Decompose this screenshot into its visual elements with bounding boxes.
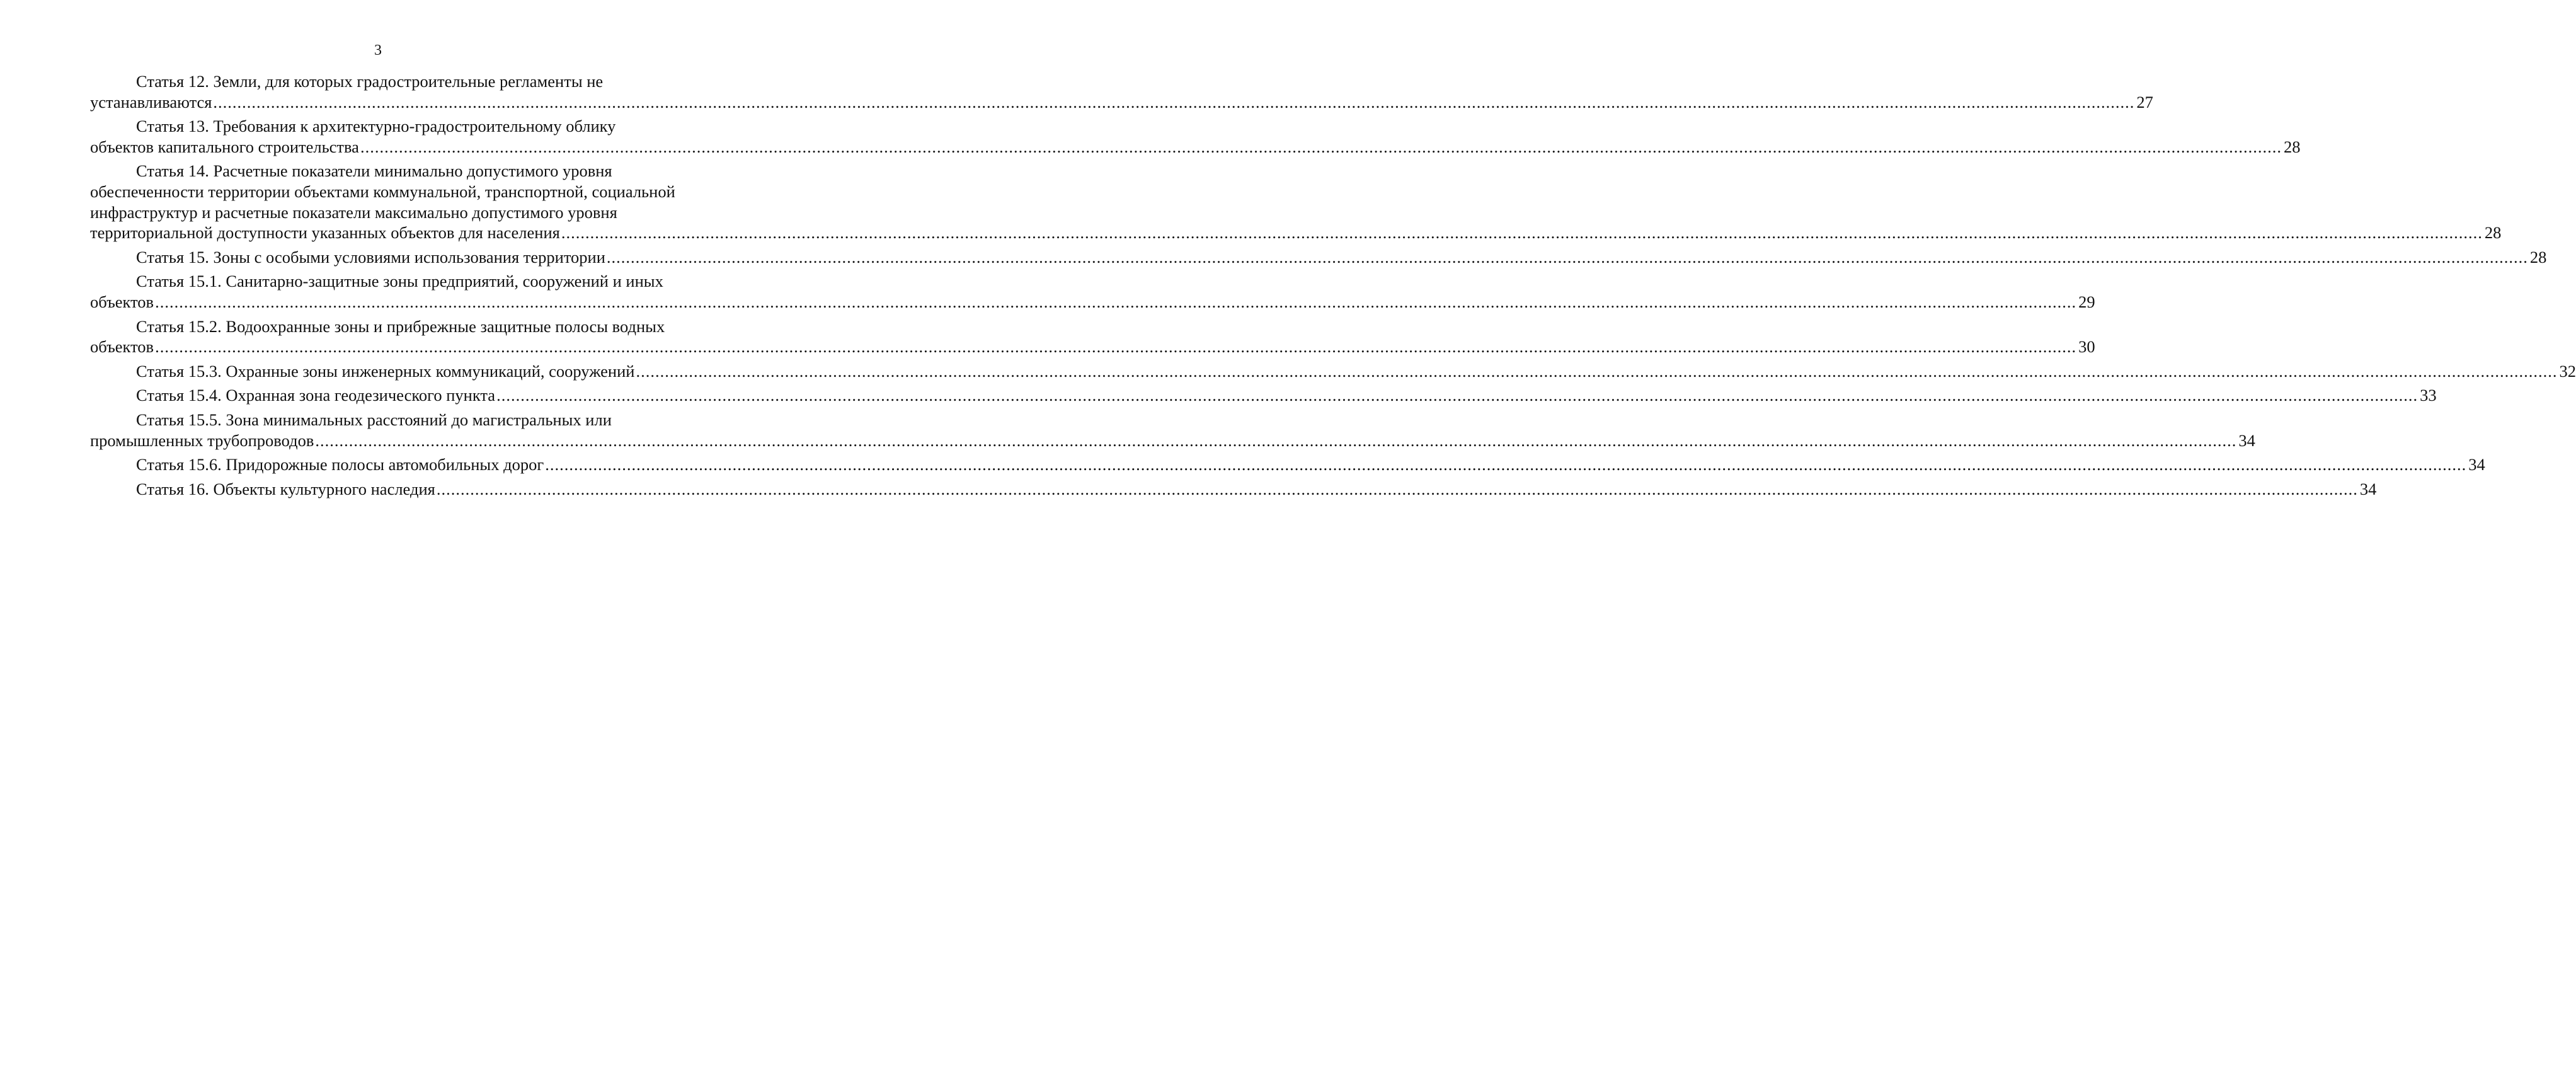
toc-page-ref: 28 — [2529, 247, 2547, 267]
toc-page-ref: 27 — [2136, 92, 2153, 112]
toc-entry — [90, 71, 2153, 112]
toc-page-ref: 34 — [2238, 430, 2255, 450]
toc-page-ref: 34 — [2468, 455, 2485, 475]
dot-leader: ................................................................................................................................................................................................................................................................................................................................................................................................................ — [436, 479, 2358, 498]
toc-entry-line: Статья 15.2. Водоохранные зоны и прибрежные защитные полосы водных — [136, 316, 665, 336]
dot-leader: ................................................................................................................................................................................................................................................................................................................................................................................................................ — [315, 430, 2237, 450]
toc-page-ref: 33 — [2420, 386, 2437, 405]
toc-entry — [90, 479, 2377, 500]
toc-entry-last-line — [90, 247, 2547, 268]
dot-leader: ................................................................................................................................................................................................................................................................................................................................................................................................................ — [155, 292, 2077, 311]
toc-entry-line: Статья 15. Зоны с особыми условиями использования территории — [136, 247, 605, 267]
dot-leader: ................................................................................................................................................................................................................................................................................................................................................................................................................ — [561, 223, 2483, 243]
toc-entry-line: устанавливаются — [90, 92, 212, 112]
toc-entry — [90, 410, 2255, 451]
dot-leader: ................................................................................................................................................................................................................................................................................................................................................................................................................ — [496, 386, 2419, 405]
toc-entry-line: промышленных трубопроводов — [90, 430, 314, 450]
toc-entry-line: объектов — [90, 337, 154, 357]
toc-page-ref: 30 — [2078, 337, 2095, 357]
toc-entry-last-line — [90, 137, 2301, 158]
toc-page-ref: 34 — [2359, 479, 2377, 498]
table-of-contents — [90, 71, 2576, 503]
toc-entry-line: Статья 16. Объекты культурного наследия — [136, 479, 435, 498]
toc-entry-last-line — [90, 292, 2095, 313]
page-number: 3 — [374, 42, 382, 59]
dot-leader: ................................................................................................................................................................................................................................................................................................................................................................................................................ — [360, 137, 2282, 156]
toc-entry-line: Статья 15.5. Зона минимальных расстояний до магистральных или — [136, 410, 612, 429]
toc-entry — [90, 361, 2576, 382]
toc-entry-line: объектов капитального строительства — [90, 137, 359, 156]
toc-entry-last-line — [90, 361, 2576, 382]
toc-page-ref: 32 — [2559, 361, 2576, 381]
toc-entry-line: Статья 15.6. Придорожные полосы автомобильных дорог — [136, 455, 544, 475]
toc-entry — [90, 247, 2547, 268]
toc-entry — [90, 385, 2437, 406]
toc-entry-line: Статья 15.3. Охранные зоны инженерных коммуникаций, сооружений — [136, 361, 635, 381]
toc-entry-last-line — [90, 337, 2095, 357]
toc-entry-line: объектов — [90, 292, 154, 311]
toc-entry-last-line — [90, 454, 2485, 475]
dot-leader: ................................................................................................................................................................................................................................................................................................................................................................................................................ — [606, 247, 2528, 267]
toc-page-ref: 28 — [2283, 137, 2301, 156]
dot-leader: ................................................................................................................................................................................................................................................................................................................................................................................................................ — [155, 337, 2077, 357]
toc-entry-last-line — [90, 222, 2502, 243]
toc-entry — [90, 116, 2301, 157]
toc-entry-last-line — [90, 92, 2153, 113]
dot-leader: ................................................................................................................................................................................................................................................................................................................................................................................................................ — [636, 361, 2558, 381]
toc-entry-last-line — [90, 430, 2255, 451]
dot-leader: ................................................................................................................................................................................................................................................................................................................................................................................................................ — [545, 455, 2467, 475]
dot-leader: ................................................................................................................................................................................................................................................................................................................................................................................................................ — [213, 92, 2135, 112]
toc-page-ref: 28 — [2484, 223, 2502, 243]
toc-entry-line: Статья 12. Земли, для которых градостроительные регламенты не — [136, 72, 604, 91]
toc-entry-line: Статья 13. Требования к архитектурно-градостроительному облику — [136, 117, 616, 136]
toc-entry-line: инфраструктур и расчетные показатели максимально допустимого уровня — [90, 202, 617, 222]
toc-entry-line: Статья 15.4. Охранная зона геодезического пункта — [136, 386, 496, 405]
toc-entry — [90, 271, 2095, 312]
toc-entry — [90, 454, 2485, 475]
toc-entry-last-line — [90, 385, 2437, 406]
toc-entry — [90, 316, 2095, 357]
toc-page-ref: 29 — [2078, 292, 2095, 311]
toc-entry-line: территориальной доступности указанных объектов для населения — [90, 223, 560, 243]
toc-entry-line: Статья 14. Расчетные показатели минимально допустимого уровня — [136, 161, 612, 181]
toc-entry — [90, 161, 2502, 243]
toc-entry-last-line — [90, 479, 2377, 500]
toc-entry-line: Статья 15.1. Санитарно-защитные зоны предприятий, сооружений и иных — [136, 272, 663, 291]
toc-entry-line: обеспеченности территории объектами коммунальной, транспортной, социальной — [90, 181, 675, 201]
